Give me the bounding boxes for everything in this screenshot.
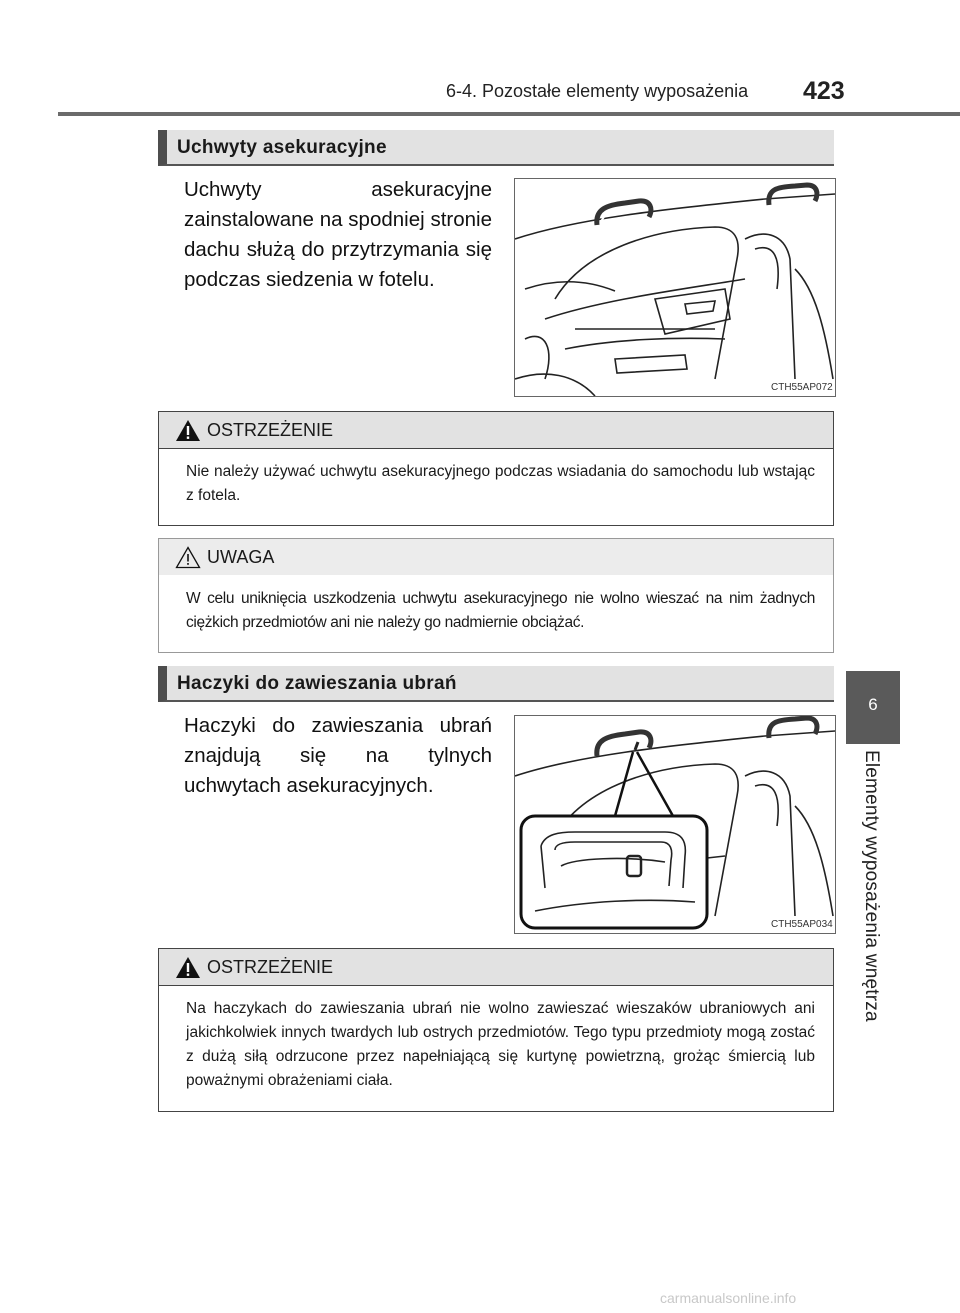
page-number: 423 (803, 77, 845, 105)
section-heading-coat-hooks (158, 666, 834, 702)
section-heading-text: Haczyki do zawieszania ubrań (177, 673, 457, 694)
section-heading-text: Uchwyty asekuracyjne (177, 137, 387, 158)
section-heading-assist-grips (158, 130, 834, 166)
figure-assist-grips (514, 178, 836, 397)
chapter-tab-number: 6 (868, 695, 878, 714)
notice-box-assist-grips (158, 538, 834, 653)
notice-header (159, 539, 833, 575)
warning-triangle-filled-icon (175, 956, 201, 979)
notice-text: W celu uniknięcia uszkodzenia uchwytu asekuracyjnego nie wolno wieszać na nim żadnych ciężkich przedmiotów ani nie należy go nadmiernie obciążać. (186, 590, 815, 631)
coat-hooks-paragraph: Haczyki do zawieszania ubrań znajdują się na tylnych uchwytach asekuracyjnych. (184, 714, 492, 797)
warning-header (159, 949, 833, 986)
warning-text: Na haczykach do zawieszania ubrań nie wolno zawieszać wieszaków ubraniowych ani jakichkolwiek innych twardych lub ostrych przedmiotów. Tego typu przedmioty mogą zostać z dużą siłą odrzucone przez napełniającą się kurtynę powietrzną, grożąc śmiercią lub poważnymi obrażeniami ciała. (186, 1000, 815, 1089)
car-interior-hook-illustration (515, 716, 835, 933)
header-rule (58, 112, 960, 116)
chapter-tab-label: Elementy wyposażenia wnętrza (861, 750, 882, 1022)
warning-box-coat-hooks (158, 948, 834, 1112)
car-interior-illustration (515, 179, 835, 396)
warning-text: Nie należy używać uchwytu asekuracyjnego podczas wsiadania do samochodu lub wstając z fotela. (186, 463, 815, 504)
figure-code: CTH55AP072 (771, 382, 833, 393)
warning-title: OSTRZEŻENIE (207, 957, 334, 977)
warning-triangle-outline-icon (175, 546, 201, 569)
warning-triangle-filled-icon (175, 419, 201, 442)
warning-box-assist-grips (158, 411, 834, 526)
warning-title: OSTRZEŻENIE (207, 420, 334, 440)
watermark: carmanualsonline.info (660, 1290, 797, 1306)
running-header-section: 6-4. Pozostałe elementy wyposażenia (446, 81, 749, 101)
assist-grips-paragraph: Uchwyty asekuracyjne zainstalowane na spodniej stronie dachu służą do przytrzymania się podczas siedzenia w fotelu. (184, 178, 492, 291)
notice-title: UWAGA (207, 547, 275, 567)
figure-code: CTH55AP034 (771, 919, 833, 930)
warning-header (159, 412, 833, 449)
figure-coat-hooks (514, 715, 836, 934)
